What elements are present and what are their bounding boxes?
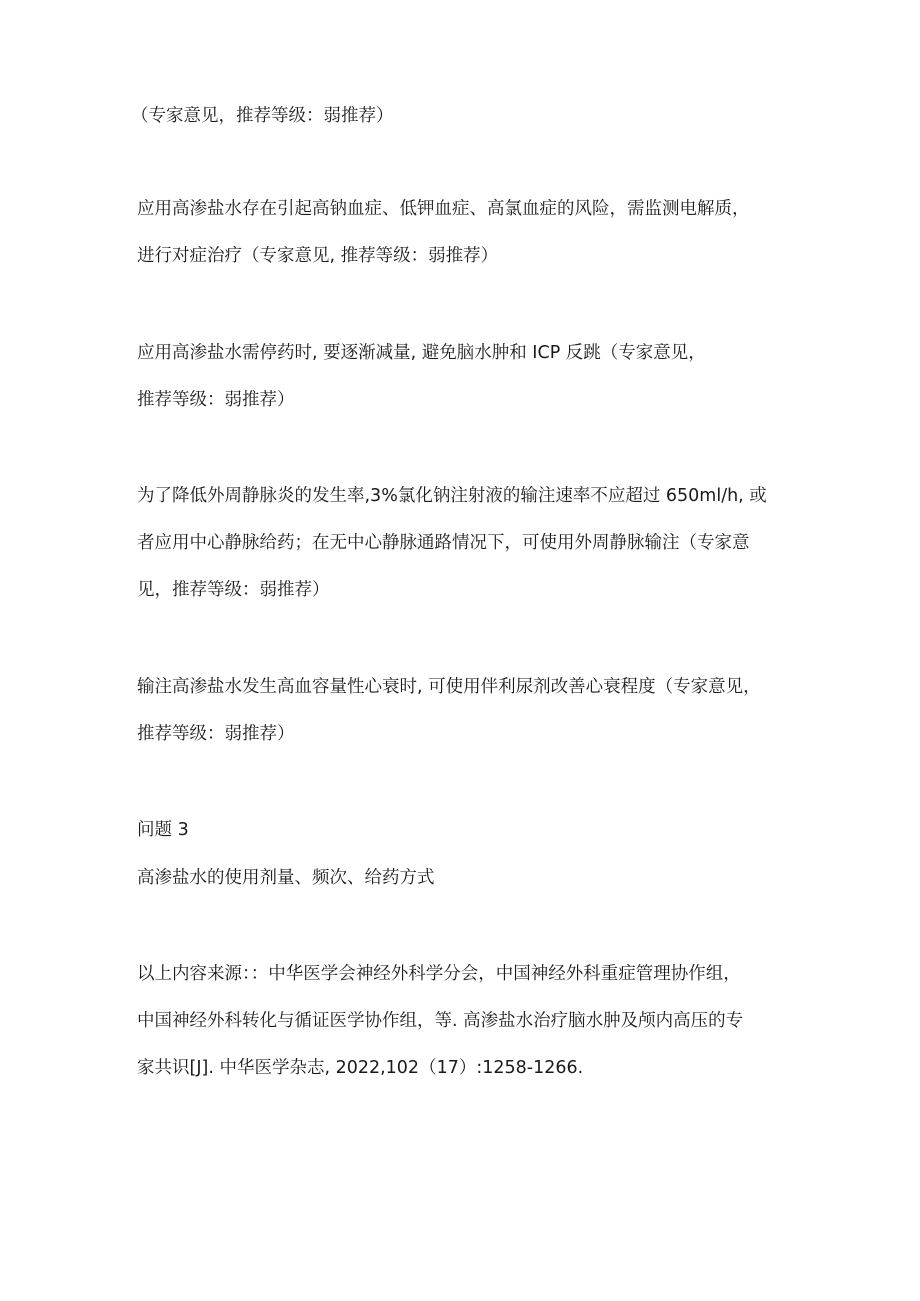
recommendation-3-line-2: 推荐等级：弱推荐） [137, 390, 295, 410]
recommendation-2-line-1: 应用高渗盐水存在引起高钠血症、低钾血症、高氯血症的风险，需监测电解质， [137, 199, 750, 219]
recommendation-4-line-3: 见，推荐等级：弱推荐） [137, 580, 330, 600]
recommendation-2-line-2: 进行对症治疗（专家意见, 推荐等级：弱推荐） [137, 246, 499, 266]
source-line-1: 以上内容来源：：中华医学会神经外科学分会，中国神经外科重症管理协作组， [137, 964, 741, 984]
source-line-3: 家共识[J]. 中华医学杂志, 2022,102（17）:1258-1266. [137, 1058, 584, 1078]
source-line-2: 中国神经外科转化与循证医学协作组，等. 高渗盐水治疗脑水肿及颅内高压的专 [137, 1011, 744, 1031]
question-title: 高渗盐水的使用剂量、频次、给药方式 [137, 868, 435, 888]
recommendation-5-line-2: 推荐等级：弱推荐） [137, 724, 295, 744]
recommendation-5-line-1: 输注高渗盐水发生高血容量性心衰时, 可使用伴利尿剂改善心衰程度（专家意见， [137, 677, 761, 697]
question-heading: 问题 3 [137, 820, 189, 840]
recommendation-4-line-2: 者应用中心静脉给药；在无中心静脉通路情况下，可使用外周静脉输注（专家意 [137, 533, 750, 553]
recommendation-1-grade: （专家意见，推荐等级：弱推荐） [131, 106, 394, 126]
recommendation-4-line-1: 为了降低外周静脉炎的发生率,3%氯化钠注射液的输注速率不应超过 650ml/h, 或 [137, 486, 767, 506]
recommendation-3-line-1: 应用高渗盐水需停药时, 要逐渐减量, 避免脑水肿和 ICP 反跳（专家意见， [137, 343, 706, 363]
